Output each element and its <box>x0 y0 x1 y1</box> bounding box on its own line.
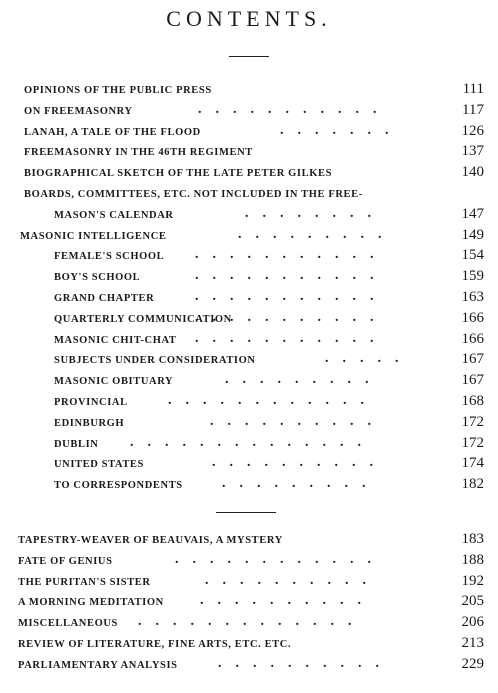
toc-page-number: 167 <box>461 372 484 389</box>
toc-entry-title: OPINIONS OF THE PUBLIC PRESS <box>24 85 212 96</box>
toc-page-number: 174 <box>461 455 484 472</box>
title-rule <box>229 56 269 57</box>
dot-leader: .......... <box>205 572 380 588</box>
toc-page-number: 168 <box>461 393 484 409</box>
toc-entry-title: UNITED STATES <box>54 459 144 471</box>
toc-page-number: 166 <box>461 309 484 326</box>
dot-leader: .............. <box>130 434 375 450</box>
toc-entry <box>0 80 498 100</box>
toc-page-number: 137 <box>461 143 484 160</box>
toc-page-number: 140 <box>461 164 484 181</box>
toc-page-number: 166 <box>461 330 484 347</box>
dot-leader: ........... <box>195 268 388 284</box>
toc-entry-title: EDINBURGH <box>54 417 125 429</box>
toc-page-number: 205 <box>461 593 484 610</box>
toc-page-number: 172 <box>461 434 484 451</box>
toc-entry <box>0 226 498 246</box>
toc-entry <box>0 184 498 204</box>
toc-entry-title: BIOGRAPHICAL SKETCH OF THE LATE PETER GILKES <box>24 168 333 180</box>
dot-leader: ............. <box>138 614 366 630</box>
toc-entry <box>0 267 498 287</box>
toc-entry <box>0 413 498 433</box>
dot-leader: ........ <box>245 205 385 221</box>
toc-page-number: 229 <box>461 655 484 672</box>
toc-entry-title: TAPESTRY-WEAVER OF BEAUVAIS, A MYSTERY <box>18 535 283 546</box>
toc-page-number: 154 <box>461 247 484 264</box>
toc-entry <box>0 530 498 550</box>
toc-page-number: 188 <box>461 551 484 568</box>
toc-entry-title: THE PURITAN'S SISTER <box>18 576 151 588</box>
toc-entry <box>0 122 498 142</box>
toc-entry <box>0 371 498 391</box>
dot-leader: ......... <box>222 476 380 492</box>
toc-entry <box>0 475 498 495</box>
toc-entry <box>0 634 498 654</box>
toc-page-number: 183 <box>461 531 484 547</box>
toc-entry <box>0 434 498 454</box>
toc-entry <box>0 613 498 633</box>
dot-leader: ......... <box>238 226 396 242</box>
toc-entry-title: PROVINCIAL <box>54 397 128 408</box>
toc-entry <box>0 392 498 412</box>
toc-entry <box>0 246 498 266</box>
toc-page-number: 172 <box>461 413 484 430</box>
toc-entry <box>0 163 498 183</box>
toc-entry <box>0 592 498 612</box>
toc-entry <box>0 309 498 329</box>
dot-leader: ............ <box>168 393 378 408</box>
toc-entry-title: MISCELLANEOUS <box>18 618 118 630</box>
toc-entry-title: SUBJECTS UNDER CONSIDERATION <box>54 355 256 367</box>
toc-entry-title: FEMALE'S SCHOOL <box>54 251 165 263</box>
toc-entry <box>0 288 498 308</box>
dot-leader: ........... <box>195 309 388 325</box>
toc-entry-title: MASONIC CHIT-CHAT <box>54 334 177 346</box>
toc-page-number: 167 <box>461 351 484 368</box>
dot-leader: ......... <box>225 372 383 388</box>
toc-page-number: 192 <box>461 572 484 589</box>
dot-leader: ..... <box>325 351 413 367</box>
toc-entry <box>0 655 498 675</box>
toc-page-number: 126 <box>461 122 484 139</box>
toc-entry-title: ON FREEMASONRY <box>24 105 133 117</box>
toc-entry-title: GRAND CHAPTER <box>54 293 155 304</box>
dot-leader: ............ <box>175 551 385 567</box>
dot-leader: .......... <box>218 655 393 671</box>
dot-leader: .......... <box>212 455 387 471</box>
toc-entry <box>0 101 498 121</box>
toc-entry <box>0 551 498 571</box>
toc-entry <box>0 454 498 474</box>
toc-page-number: 182 <box>461 476 484 493</box>
toc-entry <box>0 205 498 225</box>
section-divider <box>216 512 276 513</box>
toc-entry-title: DUBLIN <box>54 438 99 450</box>
toc-entry <box>0 350 498 370</box>
toc-entry-title: A MORNING MEDITATION <box>18 597 164 609</box>
toc-page-number: 159 <box>461 268 484 285</box>
toc-entry <box>0 142 498 162</box>
dot-leader: ........... <box>198 101 391 117</box>
toc-entry-title: TO CORRESPONDENTS <box>54 480 183 492</box>
toc-page-number: 163 <box>461 289 484 305</box>
dot-leader: ........... <box>195 289 388 304</box>
toc-page-number: 111 <box>462 81 484 97</box>
toc-entry-title: BOY'S SCHOOL <box>54 272 141 284</box>
toc-entry-title: QUARTERLY COMMUNICATION <box>54 313 232 325</box>
toc-entry-title: LANAH, A TALE OF THE FLOOD <box>24 126 201 138</box>
toc-entry <box>0 572 498 592</box>
dot-leader: ........... <box>195 330 388 346</box>
page-title: CONTENTS. <box>166 6 332 31</box>
toc-entry-title: PARLIAMENTARY ANALYSIS <box>18 659 178 671</box>
toc-entry-title: MASONIC OBITUARY <box>54 376 174 388</box>
toc-page-number: 147 <box>461 205 484 222</box>
toc-page-number: 149 <box>461 226 484 243</box>
toc-entry-title: FATE OF GENIUS <box>18 555 113 567</box>
toc-entry <box>0 330 498 350</box>
toc-page-number: 117 <box>462 101 484 118</box>
toc-page-number: 213 <box>461 635 484 651</box>
dot-leader: .......... <box>200 593 375 609</box>
toc-entry-title: MASONIC INTELLIGENCE <box>20 230 167 242</box>
toc-entry-title: REVIEW OF LITERATURE, FINE ARTS, ETC. ETC. <box>18 639 292 650</box>
toc-entry-title: BOARDS, COMMITTEES, ETC. NOT INCLUDED IN THE FREE- <box>24 189 363 200</box>
toc-entry-title: FREEMASONRY IN THE 46TH REGIMENT <box>24 147 253 159</box>
toc-page-number: 206 <box>461 614 484 631</box>
dot-leader: ....... <box>280 122 403 138</box>
dot-leader: .......... <box>210 413 385 429</box>
dot-leader: ........... <box>195 247 388 263</box>
toc-entry-title: MASON'S CALENDAR <box>54 209 174 221</box>
